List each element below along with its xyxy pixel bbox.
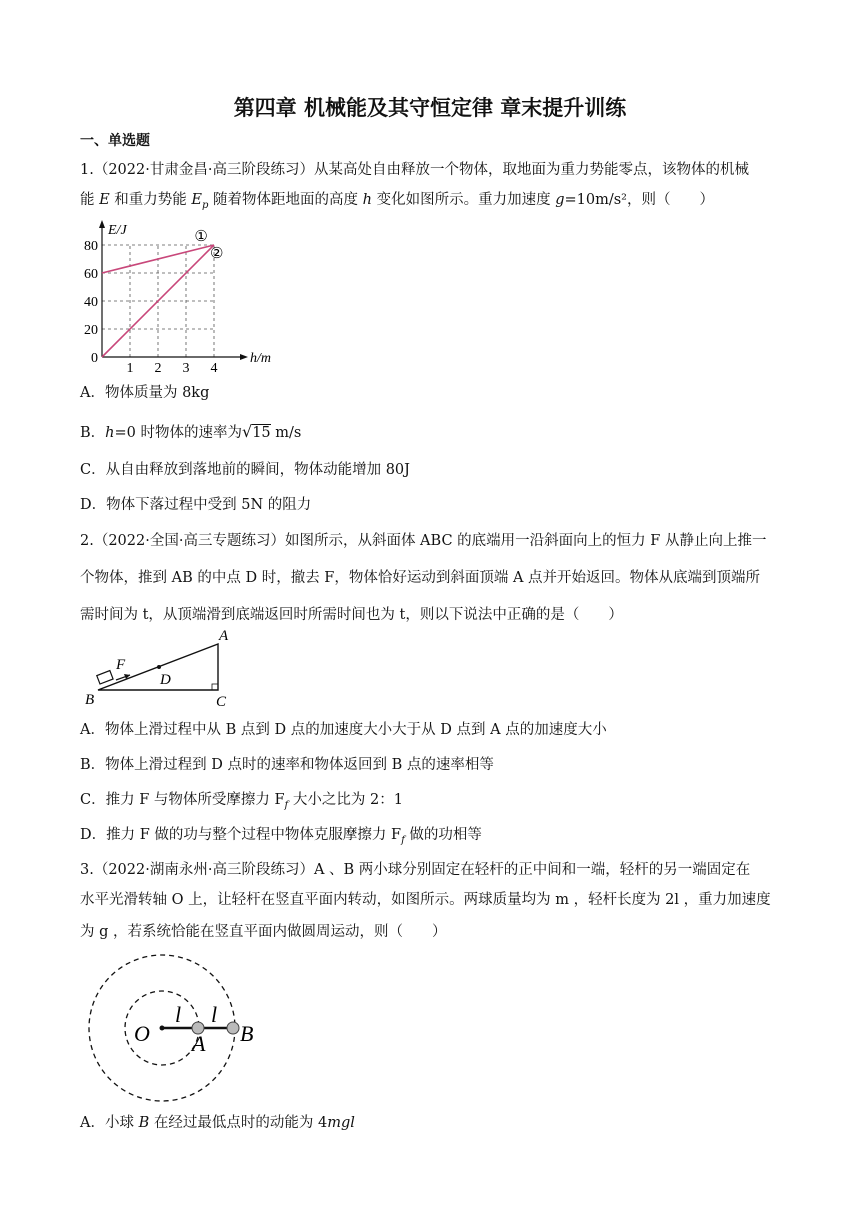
q1-option-c: C．从自由释放到落地前的瞬间，物体动能增加 80J xyxy=(80,462,410,478)
label-f: F xyxy=(116,657,126,673)
q3-line1: 3.（2022·湖南永州·高三阶段练习）A 、B 两小球分别固定在轻杆的正中间和一端，轻杆的另一端固定在 xyxy=(80,862,751,878)
q2-option-b: B．物体上滑过程到 D 点时的速率和物体返回到 B 点的速率相等 xyxy=(80,757,494,773)
y-tick-label: 40 xyxy=(84,295,98,310)
series-line-2 xyxy=(102,245,214,357)
label-o: O xyxy=(134,1021,150,1046)
x-axis-arrow xyxy=(240,354,248,360)
block xyxy=(97,671,113,684)
q1-option-d: D．物体下落过程中受到 5N 的阻力 xyxy=(80,497,312,513)
y-tick-label: 80 xyxy=(84,239,98,254)
label-a: A xyxy=(219,628,229,644)
pivot-o xyxy=(160,1026,165,1031)
y-axis-label: E/J xyxy=(108,223,127,238)
energy-height-chart xyxy=(84,220,294,380)
q3-option-a: A．小球 B 在经过最低点时的动能为 4mgl xyxy=(80,1115,355,1131)
right-angle-mark xyxy=(212,684,218,690)
q1-line1: 1.（2022·甘肃金昌·高三阶段练习）从某高处自由释放一个物体，取地面为重力势能零点，该物体的机械 xyxy=(80,162,749,178)
q2-option-d: D．推力 F 做的功与整个过程中物体克服摩擦力 $F_f$ 做的功相等 xyxy=(80,827,482,846)
x-axis-label: h/m xyxy=(250,351,271,366)
label-b: B xyxy=(85,692,95,708)
series-label-1: ① xyxy=(194,229,208,245)
label-a-ball: A xyxy=(192,1031,206,1056)
q1-option-b: B．h=0 时物体的速率为√15 m/s xyxy=(80,422,302,441)
page-title: 第四章 机械能及其守恒定律 章末提升训练 xyxy=(233,96,627,120)
q2-option-a: A．物体上滑过程中从 B 点到 D 点的加速度大小大于从 D 点到 A 点的加速度大小 xyxy=(80,722,607,738)
y-tick-label: 20 xyxy=(84,323,98,338)
x-tick-label: 4 xyxy=(210,361,218,376)
x-tick-label: 1 xyxy=(126,361,134,376)
series-label-2: ② xyxy=(210,246,224,263)
series-line-1 xyxy=(102,245,214,273)
q3-line3: 为 g ，若系统恰能在竖直平面内做圆周运动，则（ ） xyxy=(80,924,447,940)
sqrt-symbol: √ xyxy=(241,422,253,441)
x-tick-label: 3 xyxy=(182,361,190,376)
q2-line3: 需时间为 t，从顶端滑到底端返回时所需时间也为 t，则以下说法中正确的是（ ） xyxy=(80,607,623,623)
q2-line2: 个物体，推到 AB 的中点 D 时，撤去 F，物体恰好运动到斜面顶端 A 点并开始返回。物体从底端到顶端所 xyxy=(80,570,761,586)
q1-line2: 能 E 和重力势能 $E_p$ 随着物体距地面的高度 h 变化如图所示。重力加速度 g=10m/s²，则（ ） xyxy=(80,192,714,211)
y-axis-arrow xyxy=(99,220,105,228)
label-l-second: l xyxy=(211,1002,218,1027)
label-d: D xyxy=(160,672,171,688)
q2-option-c: C．推力 F 与物体所受摩擦力 $F_f$ 大小之比为 2：1 xyxy=(80,792,403,811)
ball-b xyxy=(227,1022,239,1034)
incline-diagram xyxy=(80,622,250,714)
q2-line1: 2.（2022·全国·高三专题练习）如图所示，从斜面体 ABC 的底端用一沿斜面向上的恒力 F 从静止向上推一 xyxy=(80,533,767,549)
y-tick-label: 60 xyxy=(84,267,98,282)
circular-motion-diagram xyxy=(84,940,284,1110)
label-b-ball: B xyxy=(240,1021,254,1046)
label-l-first: l xyxy=(175,1002,182,1027)
q3-line2: 水平光滑转轴 O 上，让轻杆在竖直平面内转动，如图所示。两球质量均为 m ，轻杆长度为 2l ，重力加速度 xyxy=(80,892,771,908)
section-heading: 一、单选题 xyxy=(80,133,150,149)
midpoint-d xyxy=(157,665,161,669)
q1-option-a: A．物体质量为 8kg xyxy=(80,385,210,401)
x-tick-label: 2 xyxy=(154,361,162,376)
label-c: C xyxy=(216,694,227,710)
y-tick-label: 0 xyxy=(91,351,98,366)
